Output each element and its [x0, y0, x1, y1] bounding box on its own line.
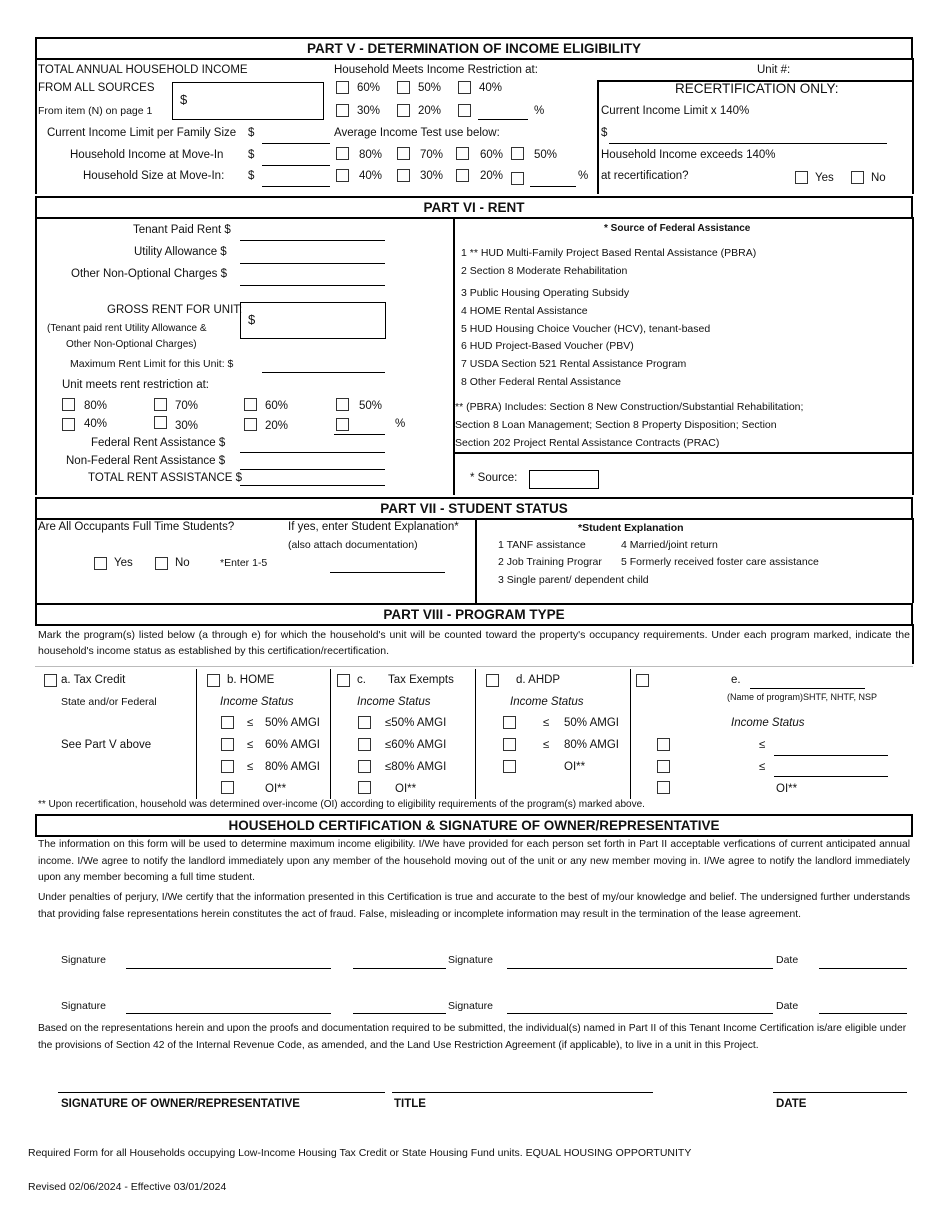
student-expl-item: 3 Single parent/ dependent child [498, 574, 649, 586]
limit-140-field[interactable] [609, 143, 887, 144]
student-expl-item: 2 Job Training Prograr [498, 556, 602, 568]
date-2-line[interactable] [819, 1013, 907, 1014]
d-80-checkbox[interactable] [503, 738, 516, 751]
program-e-note: (Name of program)SHTF, NHTF, NSP [727, 692, 878, 702]
avg-80-label: 80% [359, 149, 383, 161]
size-move-in-label: Household Size at Move-In: [83, 170, 225, 182]
le-symbol: ≤ [543, 717, 550, 729]
income-status-label: Income Status [510, 696, 584, 708]
income-status-label: Income Status [357, 696, 431, 708]
program-d-checkbox[interactable] [486, 674, 499, 687]
e-oi-checkbox[interactable] [657, 781, 670, 794]
recert-no-label: No [871, 172, 886, 184]
avg-20-checkbox[interactable] [456, 169, 469, 182]
pct-sign: % [578, 170, 589, 182]
revision-note: Revised 02/06/2024 - Effective 03/01/2024 [28, 1181, 227, 1193]
nonfederal-rent-label: Non-Federal Rent Assistance $ [66, 455, 226, 467]
dollar-sign: $ [180, 92, 188, 107]
e-1-checkbox[interactable] [657, 738, 670, 751]
part7-divider [475, 518, 477, 603]
cert-paragraph-2: Under penalties of perjury, I/We certify that the information presented in this Certification is true and accurate to the best of my/our knowledge and belief. The undersigned further understands that providing false representations herein constitutes the act of fraud. False, misleading or incomplete information may result in the termination of the lease agreement. [38, 892, 910, 920]
gross-rent-note-1: (Tenant paid rent Utility Allowance & [47, 323, 207, 334]
pct-40-label: 40% [479, 82, 503, 94]
student-yes-checkbox[interactable] [94, 557, 107, 570]
part5-left-border [35, 58, 37, 194]
nonfederal-rent-field[interactable] [240, 469, 385, 470]
avg-50-label: 50% [534, 149, 558, 161]
title-line[interactable] [392, 1092, 653, 1093]
income-status-label: Income Status [220, 696, 294, 708]
enter-1-5-label: *Enter 1-5 [220, 557, 268, 569]
full-time-question: Are All Occupants Full Time Students? [38, 521, 235, 533]
if-yes-label: If yes, enter Student Explanation* [288, 521, 459, 533]
part8-intro: Mark the program(s) listed below (a through e) for which the household's unit will be counted toward the property's occupancy requirements. Under each program marked, indicate the household's income status as established by this certification/recertification. [38, 629, 910, 657]
le-symbol: ≤ [759, 761, 766, 773]
le-symbol: ≤ [247, 717, 254, 729]
recert-yes-checkbox[interactable] [795, 171, 808, 184]
program-b-checkbox[interactable] [207, 674, 220, 687]
b-50-label: 50% AMGI [265, 717, 320, 729]
part5-right-border [912, 58, 914, 194]
pct-60-checkbox[interactable] [336, 81, 349, 94]
program-col-divider [196, 669, 197, 799]
gross-rent-input[interactable] [240, 302, 386, 339]
avg-40-label: 40% [359, 170, 383, 182]
avg-70-checkbox[interactable] [397, 147, 410, 160]
student-expl-item: 1 TANF assistance [498, 539, 586, 551]
unit-no-label: Unit #: [757, 64, 791, 76]
meets-rent-label: Unit meets rent restriction at: [62, 379, 209, 391]
e-1-field[interactable] [774, 755, 888, 756]
part8-divider [35, 666, 913, 667]
max-rent-label: Maximum Rent Limit for this Unit: $ [70, 358, 234, 370]
signature-1b-line[interactable] [353, 968, 446, 969]
program-e-name-field[interactable] [750, 688, 865, 689]
le-symbol: ≤ [247, 761, 254, 773]
source-item: 1 ** HUD Multi-Family Project Based Rental Assistance (PBRA) [461, 247, 757, 259]
attach-label: (also attach documentation) [288, 539, 418, 551]
d-80-label: 80% AMGI [564, 739, 619, 751]
rent-20-checkbox[interactable] [244, 418, 257, 431]
source-header: * Source of Federal Assistance [604, 223, 751, 234]
pct-custom-field[interactable] [478, 119, 528, 120]
signature-3b-line[interactable] [353, 1013, 446, 1014]
avg-50-checkbox[interactable] [511, 147, 524, 160]
avg-80-checkbox[interactable] [336, 147, 349, 160]
dollar-sign: $ [248, 127, 255, 139]
c-80-label: ≤80% AMGI [385, 761, 447, 773]
b-60-checkbox[interactable] [221, 738, 234, 751]
d-50-label: 50% AMGI [564, 717, 619, 729]
income-move-in-label: Household Income at Move-In [70, 149, 224, 161]
current-limit-field[interactable] [262, 143, 330, 144]
student-yes-label: Yes [114, 557, 133, 569]
recert-only-label: RECERTIFICATION ONLY: [675, 81, 839, 96]
other-charges-label: Other Non-Optional Charges $ [71, 268, 227, 280]
c-80-checkbox[interactable] [358, 760, 371, 773]
c-50-checkbox[interactable] [358, 716, 371, 729]
d-50-checkbox[interactable] [503, 716, 516, 729]
student-expl-header: *Student Explanation [578, 522, 684, 534]
dollar-sign: $ [248, 170, 255, 182]
avg-20-label: 20% [480, 170, 504, 182]
program-col-divider [630, 669, 631, 799]
signature-label: Signature [61, 954, 106, 966]
pct-20-checkbox[interactable] [397, 104, 410, 117]
rent-70-checkbox[interactable] [154, 398, 167, 411]
student-no-label: No [175, 557, 190, 569]
total-income-label: TOTAL ANNUAL HOUSEHOLD INCOME [38, 64, 248, 76]
exceeds-140-label: Household Income exceeds 140% [601, 149, 776, 161]
part6-header: PART VI - RENT [35, 196, 913, 219]
avg-60-checkbox[interactable] [456, 147, 469, 160]
title-label: TITLE [394, 1098, 426, 1110]
le-symbol: ≤ [543, 739, 550, 751]
e-2-field[interactable] [774, 776, 888, 777]
part7-header: PART VII - STUDENT STATUS [35, 497, 913, 520]
owner-signature-line[interactable] [58, 1092, 385, 1093]
d-oi-label: OI** [564, 761, 586, 773]
avg-40-checkbox[interactable] [336, 169, 349, 182]
student-expl-item: 4 Married/joint return [621, 539, 718, 551]
cert-header: HOUSEHOLD CERTIFICATION & SIGNATURE OF OWNER/REPRESENTATIVE [35, 814, 913, 837]
part5-header: PART V - DETERMINATION OF INCOME ELIGIBILITY [35, 37, 913, 60]
pct-custom-checkbox[interactable] [458, 104, 471, 117]
rent-50-checkbox[interactable] [336, 398, 349, 411]
b-80-label: 80% AMGI [265, 761, 320, 773]
signature-3-line[interactable] [126, 1013, 331, 1014]
total-rent-label: TOTAL RENT ASSISTANCE $ [88, 472, 243, 484]
part8-footnote: ** Upon recertification, household was determined over-income (OI) according to eligibility requirements of the program(s) marked above. [38, 799, 645, 810]
rent-20-label: 20% [265, 420, 289, 432]
source-item: 6 HUD Project-Based Voucher (PBV) [461, 340, 634, 352]
rent-30-label: 30% [175, 420, 199, 432]
dollar-sign: $ [248, 149, 255, 161]
program-a-checkbox[interactable] [44, 674, 57, 687]
source-item: 2 Section 8 Moderate Rehabilitation [461, 265, 628, 277]
program-d-label: d. AHDP [516, 674, 561, 686]
cert-paragraph-3: Based on the representations herein and upon the proofs and documentation required to be submitted, the individual(s) named in Part II of this Tenant Income Certification is/are eligible under the provisions of Section 42 of the Internal Revenue Code, as amended, and the Land Use Restriction Agreement (if applicable), to live in a unit in this Project. [38, 1023, 907, 1051]
le-symbol: ≤ [247, 739, 254, 751]
b-oi-label: OI** [265, 783, 287, 795]
program-a-see: See Part V above [61, 739, 152, 751]
pbra-note-3: Section 202 Project Rental Assistance Contracts (PRAC) [455, 437, 720, 449]
dollar-sign: $ [248, 312, 256, 327]
total-income-input[interactable] [172, 82, 324, 120]
date-label: DATE [776, 1098, 807, 1110]
dollar-sign: $ [601, 127, 608, 139]
from-item-label: From item (N) on page 1 [38, 105, 153, 117]
rent-40-checkbox[interactable] [62, 418, 75, 431]
recert-no-checkbox[interactable] [851, 171, 864, 184]
part7-left-border [35, 518, 37, 603]
c-oi-label: OI** [395, 783, 417, 795]
c-50-label: ≤50% AMGI [385, 717, 447, 729]
avg-70-label: 70% [420, 149, 444, 161]
size-move-in-field[interactable] [262, 186, 330, 187]
source-label: * Source: [470, 472, 518, 484]
pct-sign: % [534, 105, 545, 117]
avg-custom-checkbox[interactable] [511, 172, 524, 185]
recert-yes-label: Yes [815, 172, 834, 184]
program-c-checkbox[interactable] [337, 674, 350, 687]
b-50-checkbox[interactable] [221, 716, 234, 729]
signature-label: Signature [61, 1000, 106, 1012]
source-input[interactable] [529, 470, 599, 489]
signature-1-line[interactable] [126, 968, 331, 969]
pbra-note-2: Section 8 Loan Management; Section 8 Property Disposition; Section [455, 419, 777, 431]
part8-right-border [912, 624, 914, 664]
program-e-checkbox[interactable] [636, 674, 649, 687]
program-c-name: Tax Exempts [388, 674, 454, 686]
source-item: 3 Public Housing Operating Subsidy [461, 287, 630, 299]
current-limit-label: Current Income Limit per Family Size [47, 127, 237, 139]
rent-80-checkbox[interactable] [62, 398, 75, 411]
source-item: 7 USDA Section 521 Rental Assistance Program [461, 358, 687, 370]
rent-60-label: 60% [265, 400, 289, 412]
rent-50-label: 50% [359, 400, 383, 412]
federal-rent-field[interactable] [240, 452, 385, 453]
b-60-label: 60% AMGI [265, 739, 320, 751]
rent-70-label: 70% [175, 400, 199, 412]
signature-2-line[interactable] [507, 968, 773, 969]
tenant-paid-field[interactable] [240, 240, 385, 241]
pct-30-checkbox[interactable] [336, 104, 349, 117]
pct-30-label: 30% [357, 105, 381, 117]
part8-header: PART VIII - PROGRAM TYPE [35, 603, 913, 626]
e-oi-label: OI** [776, 783, 798, 795]
pct-20-label: 20% [418, 105, 442, 117]
part6-left-border [35, 217, 37, 495]
program-a-label: a. Tax Credit [61, 674, 126, 686]
source-item: 8 Other Federal Rental Assistance [461, 376, 621, 388]
owner-date-line[interactable] [773, 1092, 907, 1093]
utility-field[interactable] [240, 263, 385, 264]
student-explanation-field[interactable] [330, 572, 445, 573]
avg-income-test-label: Average Income Test use below: [334, 127, 500, 139]
source-item: 5 HUD Housing Choice Voucher (HCV), tenant-based [461, 323, 711, 335]
total-rent-field[interactable] [240, 485, 385, 486]
source-list-bottom-border [453, 452, 913, 454]
income-status-label: Income Status [731, 717, 805, 729]
program-col-divider [330, 669, 331, 799]
total-income-label-2: FROM ALL SOURCES [38, 82, 155, 94]
student-no-checkbox[interactable] [155, 557, 168, 570]
utility-label: Utility Allowance $ [134, 246, 227, 258]
rent-40-label: 40% [84, 418, 108, 430]
tenant-paid-label: Tenant Paid Rent $ [133, 224, 231, 236]
avg-60-label: 60% [480, 149, 504, 161]
max-rent-field[interactable] [262, 372, 385, 373]
program-col-divider [475, 669, 476, 799]
date-1-line[interactable] [819, 968, 907, 969]
source-item: 4 HOME Rental Assistance [461, 305, 588, 317]
program-e-label: e. [731, 674, 741, 686]
c-oi-checkbox[interactable] [358, 781, 371, 794]
signature-label: Signature [448, 954, 493, 966]
e-2-checkbox[interactable] [657, 760, 670, 773]
program-a-sub: State and/or Federal [61, 696, 157, 708]
pct-sign: % [395, 418, 406, 430]
pct-50-checkbox[interactable] [397, 81, 410, 94]
avg-30-label: 30% [420, 170, 444, 182]
avg-30-checkbox[interactable] [397, 169, 410, 182]
pct-50-label: 50% [418, 82, 442, 94]
rent-30-checkbox[interactable] [154, 416, 167, 429]
d-oi-checkbox[interactable] [503, 760, 516, 773]
b-oi-checkbox[interactable] [221, 781, 234, 794]
rent-custom-field[interactable] [334, 434, 385, 435]
part7-right-border [912, 518, 914, 603]
gross-rent-label: GROSS RENT FOR UNIT: [107, 304, 243, 316]
rent-80-label: 80% [84, 400, 108, 412]
other-charges-field[interactable] [240, 285, 385, 286]
required-form-note: Required Form for all Households occupying Low-Income Housing Tax Credit or State Housing Fund units. EQUAL HOUSING OPPORTUNITY [28, 1147, 692, 1159]
owner-signature-label: SIGNATURE OF OWNER/REPRESENTATIVE [61, 1098, 300, 1110]
federal-rent-label: Federal Rent Assistance $ [91, 437, 226, 449]
student-expl-item: 5 Formerly received foster care assistance [621, 556, 819, 568]
program-c-label: c. [357, 674, 366, 686]
pct-40-checkbox[interactable] [458, 81, 471, 94]
income-move-in-field[interactable] [262, 165, 330, 166]
date-label: Date [776, 1000, 799, 1012]
le-symbol: ≤ [759, 739, 766, 751]
cert-paragraph-1: The information on this form will be used to determine maximum income eligibility. I/We have provided for each person set forth in Part II acceptable verfications of current anticipated annual income. I/We agree to notify the landlord immediately upon any member of the household moving out of the unit or any new member moving in. I/We agree to notify the landlord immediately upon any member becoming a full time student. [38, 839, 910, 883]
signature-4-line[interactable] [507, 1013, 773, 1014]
gross-rent-note-2: Other Non-Optional Charges) [66, 339, 197, 350]
program-b-label: b. HOME [227, 674, 275, 686]
recert-left-border [597, 80, 599, 194]
c-60-checkbox[interactable] [358, 738, 371, 751]
meets-restriction-label: Household Meets Income Restriction at: [334, 64, 538, 76]
rent-custom-checkbox[interactable] [336, 418, 349, 431]
signature-label: Signature [448, 1000, 493, 1012]
rent-60-checkbox[interactable] [244, 398, 257, 411]
date-label: Date [776, 954, 799, 966]
pbra-note-1: ** (PBRA) Includes: Section 8 New Construction/Substantial Rehabilitation; [455, 401, 804, 413]
pct-60-label: 60% [357, 82, 381, 94]
at-recert-label: at recertification? [601, 170, 689, 182]
limit-140-label: Current Income Limit x 140% [601, 105, 750, 117]
avg-custom-field[interactable] [530, 186, 576, 187]
c-60-label: ≤60% AMGI [385, 739, 447, 751]
b-80-checkbox[interactable] [221, 760, 234, 773]
